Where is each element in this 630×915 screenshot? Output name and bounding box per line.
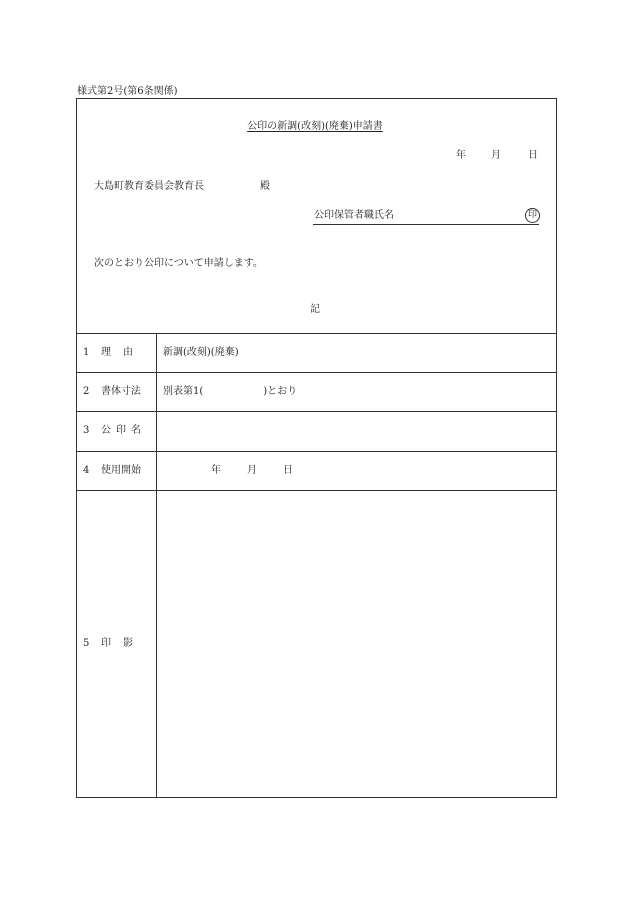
start-date-day: 日: [283, 465, 293, 476]
applicant-signature-line[interactable]: [313, 224, 539, 225]
date-month-label: 月: [491, 150, 501, 161]
column-divider: [156, 333, 157, 797]
seal-icon: 印: [525, 208, 540, 223]
ki-heading: 記: [310, 304, 320, 315]
date-day-label: 日: [528, 150, 538, 161]
row-number: 1: [83, 347, 90, 358]
row-divider: [76, 372, 557, 373]
request-text: 次のとおり公印について申請します。: [94, 258, 263, 269]
date-year-label: 年: [456, 150, 466, 161]
row-number: 4: [83, 465, 90, 476]
row-number: 3: [83, 425, 90, 436]
addressee: 大島町教育委員会教育長: [94, 181, 204, 192]
applicant-label: 公印保管者職氏名: [314, 210, 394, 221]
row-divider: [76, 490, 557, 491]
start-date-month: 月: [247, 465, 257, 476]
form-number-label: 様式第2号(第6条関係): [77, 86, 178, 97]
row-label-start-date: 使用開始: [101, 465, 141, 476]
row-divider: [76, 411, 557, 412]
row-value-reason[interactable]: 新調(改刻)(廃棄): [163, 347, 239, 358]
start-date-year: 年: [211, 465, 221, 476]
form-title: 公印の新調(改刻)(廃棄)申請書: [247, 121, 383, 132]
row-label-seal-impression: 印 影: [101, 638, 134, 649]
row-label-seal-name: 公印名: [101, 425, 146, 436]
row-number: 2: [83, 386, 90, 397]
honorific: 殿: [260, 181, 270, 192]
row-divider: [76, 451, 557, 452]
row-label-reason: 理 由: [101, 347, 134, 358]
row-number: 5: [83, 638, 90, 649]
table-top-border: [76, 333, 557, 334]
row-label-font-size: 書体寸法: [101, 386, 141, 397]
row-value-font-size[interactable]: 別表第1( )とおり: [163, 386, 298, 397]
form-frame: [76, 98, 557, 798]
